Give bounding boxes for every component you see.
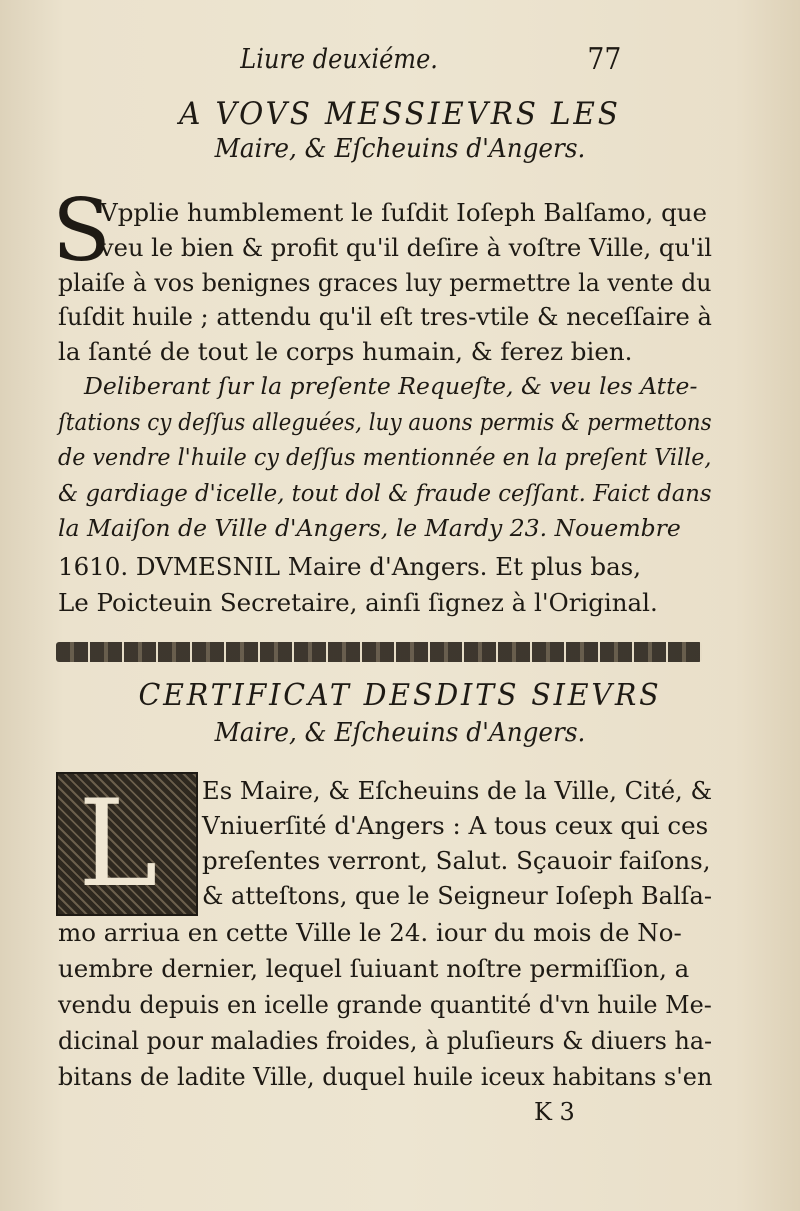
body-line: Vniuerſité d'Angers : A tous ceux qui ces [202,811,709,840]
italic-line: la Maiſon de Ville d'Angers, le Mardy 23. Nouembre [58,514,681,542]
closing-line: 1610. DVMESNIL Maire d'Angers. Et plus bas, [58,552,642,581]
body-line: vendu depuis en icelle grande quantité d'vn huile Me- [58,990,712,1019]
drop-cap-s: S [52,181,111,281]
closing-line: Le Poicteuin Secretaire, ainſi ſignez à l'Original. [58,588,658,617]
decorated-initial-l [56,772,198,916]
body-line: mo arriua en cette Ville le 24. iour du mois de No- [58,918,682,947]
italic-line: Deliberant ſur la preſente Requeſte, & veu les Atte- [84,372,698,400]
body-line: plaiſe à vos benignes graces luy permettre la vente du [58,268,712,297]
ornamental-border [56,642,702,662]
body-line: Vpplie humblement le ſuſdit Ioſeph Balſamo, que [100,198,708,227]
drop-cap-l: L [78,775,158,914]
italic-line: & gardiage d'icelle, tout dol & fraude ceſſant. Faict dans [58,479,712,507]
italic-line: de vendre l'huile cy deſſus mentionnée en la preſent Ville, [58,443,712,471]
italic-line: ſtations cy deſſus alleguées, luy auons permis & permettons [58,408,712,436]
body-line: dicinal pour maladies froides, à pluſieurs & diuers ha- [58,1026,713,1055]
body-line: Es Maire, & Eſcheuins de la Ville, Cité, & [202,776,713,805]
signature-mark: K 3 [534,1098,575,1126]
section2-title: CERTIFICAT DESDITS SIEVRS [138,678,662,713]
running-head-title: Liure deuxiéme. [240,44,438,75]
section1-title: A VOVS MESSIEVRS LES [179,96,621,132]
section2-subtitle: Maire, & Eſcheuins d'Angers. [214,718,586,748]
section1-subtitle: Maire, & Eſcheuins d'Angers. [214,134,586,164]
body-line: uembre dernier, lequel ſuiuant noſtre permiſſion, a [58,954,690,983]
body-line: la ſanté de tout le corps humain, & ferez bien. [58,337,633,366]
body-line: veu le bien & profit qu'il deſire à voſtre Ville, qu'il [100,233,712,262]
running-head [0,42,712,86]
page-number: 77 [587,42,622,77]
body-line: ſuſdit huile ; attendu qu'il eſt tres-vtile & neceſſaire à [58,302,712,331]
body-line: bitans de ladite Ville, duquel huile iceux habitans s'en [58,1062,713,1091]
body-line: & atteſtons, que le Seigneur Ioſeph Balſa- [202,881,712,910]
body-line: preſentes verront, Salut. Sçauoir faiſons, [202,846,711,875]
